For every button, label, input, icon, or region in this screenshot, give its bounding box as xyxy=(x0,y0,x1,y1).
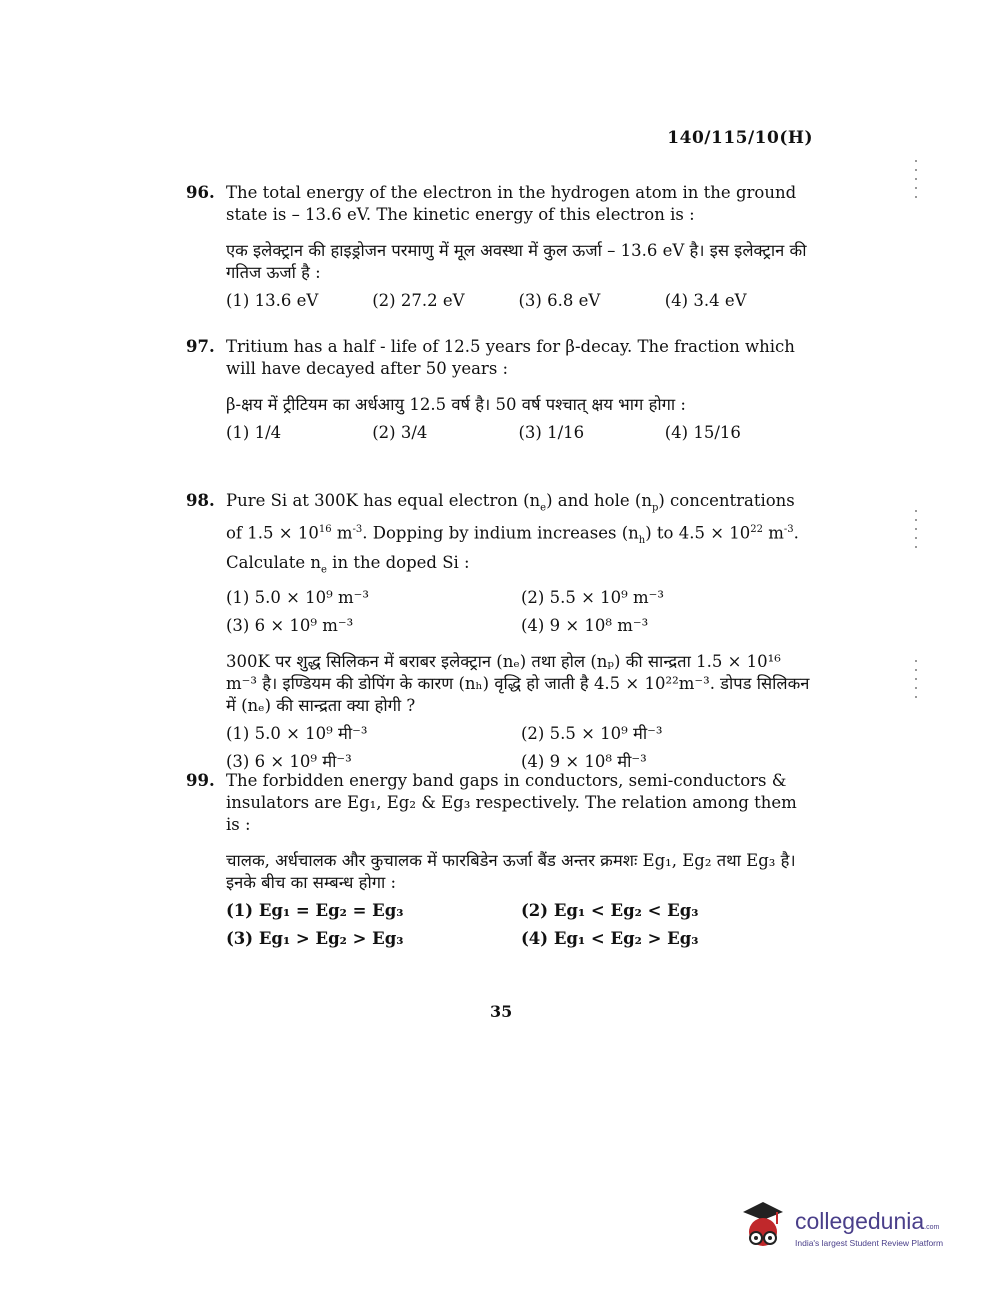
collegedunia-logo xyxy=(733,1198,965,1260)
margin-dots xyxy=(915,160,917,200)
logo-name: collegedunia.com xyxy=(795,1208,940,1234)
question-96 xyxy=(186,182,811,312)
page-number: 35 xyxy=(490,1002,513,1021)
option-4: (4) 9 × 10⁸ m⁻³ xyxy=(521,616,649,636)
question-number: 96. xyxy=(186,183,215,202)
question-98 xyxy=(186,490,811,773)
mascot-icon xyxy=(733,1198,791,1256)
margin-dots xyxy=(915,510,917,550)
question-text-hi: एक इलेक्ट्रान की हाइड्रोजन परमाणु में मूल अवस्था में कुल ऊर्जा – 13.6 eV है। इस इलेक्ट्रान की गतिज ऊर्जा है : xyxy=(226,241,807,282)
option-3: (3) 6 × 10⁹ m⁻³ xyxy=(226,616,354,636)
question-text-hi: 300K पर शुद्ध सिलिकन में बराबर इलेक्ट्रान (nₑ) तथा होल (nₚ) की सान्द्रता 1.5 × 10¹⁶ m⁻³ है। इण्डियम की डोपिंग के कारण (nₕ) वृद्धि हो जाती है 4.5 × 10²²m⁻³. डोपड सिलिकन में (nₑ) की सान्द्रता क्या होगी ? xyxy=(226,652,810,716)
options xyxy=(226,900,811,950)
question-text-en: The total energy of the electron in the hydrogen atom in the ground state is – 13.6 eV. The kinetic energy of this electron is : xyxy=(226,183,797,224)
option-2: (2) 5.5 × 10⁹ मी⁻³ xyxy=(521,724,663,744)
option-2: (2) 3/4 xyxy=(372,423,428,442)
option-1: (1) 5.0 × 10⁹ मी⁻³ xyxy=(226,724,368,744)
options-hi xyxy=(226,723,811,773)
option-1: (1) 1/4 xyxy=(226,423,282,442)
option-4: (4) Eg₁ < Eg₂ > Eg₃ xyxy=(521,929,699,948)
paper-code: 140/115/10(H) xyxy=(667,128,813,148)
option-2: (2) Eg₁ < Eg₂ < Eg₃ xyxy=(521,901,699,920)
option-3: (3) 1/16 xyxy=(518,423,585,442)
question-97 xyxy=(186,336,811,444)
question-number: 98. xyxy=(186,491,215,510)
question-text-hi: β-क्षय में ट्रीटियम का अर्धआयु 12.5 वर्ष है। 50 वर्ष पश्चात् क्षय भाग होगा : xyxy=(226,395,686,414)
question-99 xyxy=(186,770,811,950)
option-3: (3) Eg₁ > Eg₂ > Eg₃ xyxy=(226,929,404,948)
option-4: (4) 3.4 eV xyxy=(664,291,747,310)
question-text-en: Pure Si at 300K has equal electron $(n_e)$ and hole $(n_p)$ concentrations of $1.5 \times 10^{16}$ $m^{-3}$. Dopping by indium increases $(n_h)$ to $4.5 \times 10^{22}$ $m^{-3}$. Calculate $n_e$ in the doped Si : xyxy=(226,491,799,576)
question-number: 97. xyxy=(186,337,215,356)
options xyxy=(226,290,811,312)
question-text-hi: चालक, अर्धचालक और कुचालक में फारबिडेन ऊर्जा बैंड अन्तर क्रमशः Eg₁, Eg₂ तथा Eg₃ है। इनके बीच का सम्बन्ध होगा : xyxy=(226,851,796,892)
margin-dots xyxy=(915,660,917,700)
options xyxy=(226,422,811,444)
option-4: (4) 9 × 10⁸ मी⁻³ xyxy=(521,752,647,772)
question-text-en: The forbidden energy band gaps in conductors, semi-conductors & insulators are Eg₁, Eg₂ & Eg₃ respectively. The relation among them is : xyxy=(226,771,797,834)
question-number: 99. xyxy=(186,771,215,790)
question-text-en: Tritium has a half - life of 12.5 years for β-decay. The fraction which will have decayed after 50 years : xyxy=(226,337,795,378)
logo-tagline: India's largest Student Review Platform xyxy=(795,1238,944,1248)
options-en xyxy=(226,587,811,637)
option-1: (1) Eg₁ = Eg₂ = Eg₃ xyxy=(226,901,404,920)
option-2: (2) 27.2 eV xyxy=(372,291,465,310)
option-4: (4) 15/16 xyxy=(664,423,741,442)
option-1: (1) 5.0 × 10⁹ m⁻³ xyxy=(226,588,369,608)
option-2: (2) 5.5 × 10⁹ m⁻³ xyxy=(521,588,664,608)
option-3: (3) 6.8 eV xyxy=(518,291,601,310)
option-3: (3) 6 × 10⁹ मी⁻³ xyxy=(226,752,352,772)
option-1: (1) 13.6 eV xyxy=(226,291,319,310)
